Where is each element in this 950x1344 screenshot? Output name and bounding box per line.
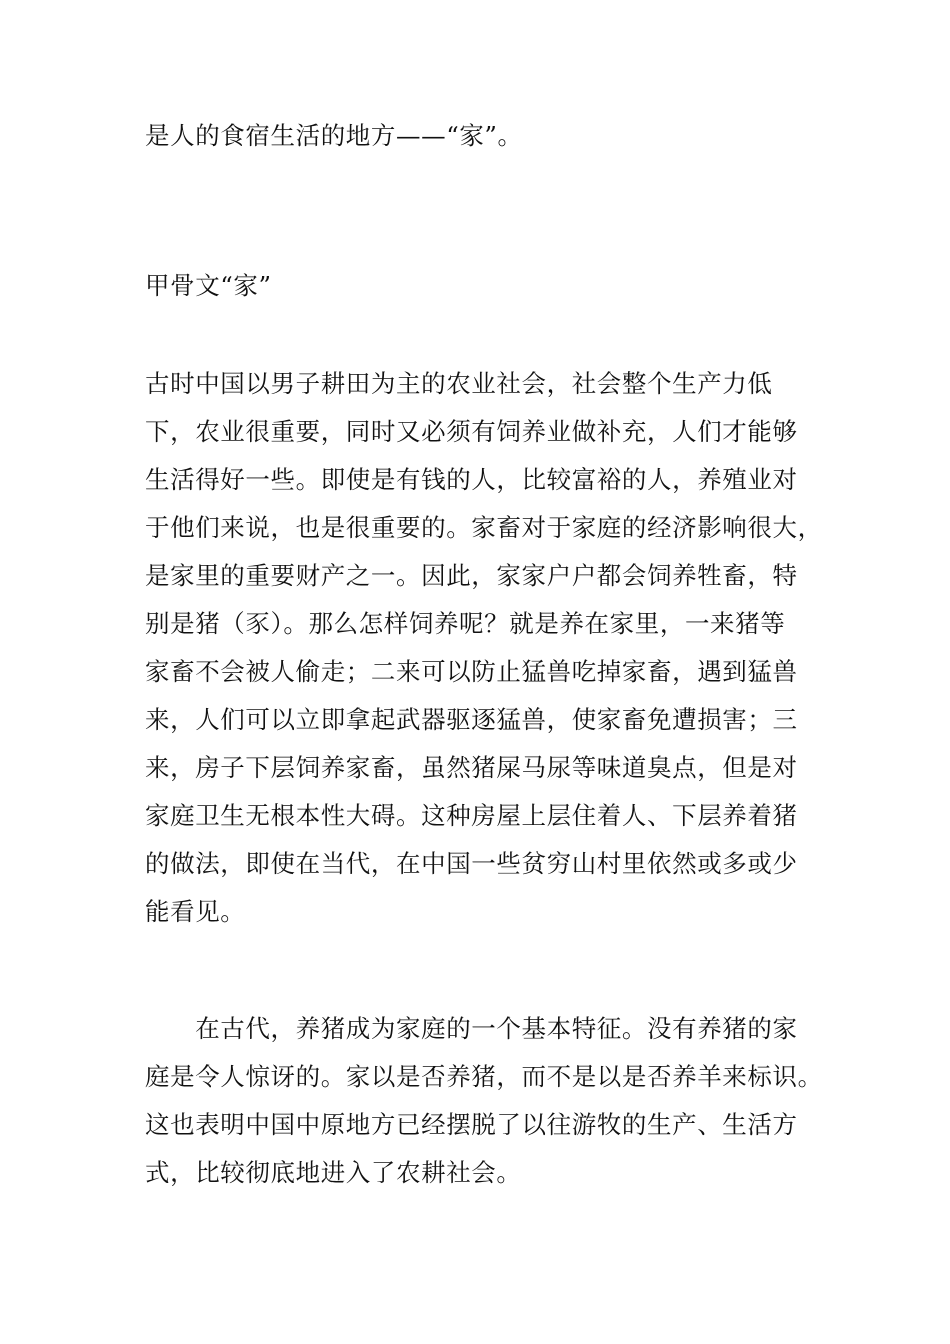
text-line: 别是猪（豕）。那么怎样饲养呢？就是养在家里，一来猪等 [145,609,786,638]
text-line: 庭是令人惊讶的。家以是否养猪，而不是以是否养羊来标识。 [145,1062,823,1091]
text-line: 家庭卫生无根本性大碍。这种房屋上层住着人、下层养着猪 [145,801,798,830]
text-line: 来，房子下层饲养家畜，虽然猪屎马尿等味道臭点，但是对 [145,753,798,782]
paragraph-pig-farming-history [145,360,823,936]
text-line: 在古代，养猪成为家庭的一个基本特征。没有养猪的家 [145,1014,798,1043]
text-line: 来，人们可以立即拿起武器驱逐猛兽，使家畜免遭损害；三 [145,705,798,734]
text-line: 能看见。 [145,897,246,926]
text-line: 的做法，即使在当代，在中国一些贫穷山村里依然或多或少 [145,849,798,878]
text-line: 这也表明中国中原地方已经摆脱了以往游牧的生产、生活方 [145,1110,798,1139]
text-line: 生活得好一些。即使是有钱的人，比较富裕的人，养殖业对 [145,465,798,494]
text-line: 是人的食宿生活的地方——“家”。 [145,121,523,150]
text-line: 家畜不会被人偷走；二来可以防止猛兽吃掉家畜，遇到猛兽 [145,657,798,686]
figure-caption [145,262,810,310]
text-line: 古时中国以男子耕田为主的农业社会，社会整个生产力低 [145,369,773,398]
text-line: 式，比较彻底地进入了农耕社会。 [145,1158,522,1187]
intro-line [145,112,810,160]
text-line: 是家里的重要财产之一。因此，家家户户都会饲养牲畜，特 [145,561,798,590]
caption-text: 甲骨文“家” [145,271,272,300]
text-line: 于他们来说，也是很重要的。家畜对于家庭的经济影响很大， [145,513,823,542]
paragraph-agricultural-society [145,1005,823,1197]
text-line: 下，农业很重要，同时又必须有饲养业做补充，人们才能够 [145,417,798,446]
